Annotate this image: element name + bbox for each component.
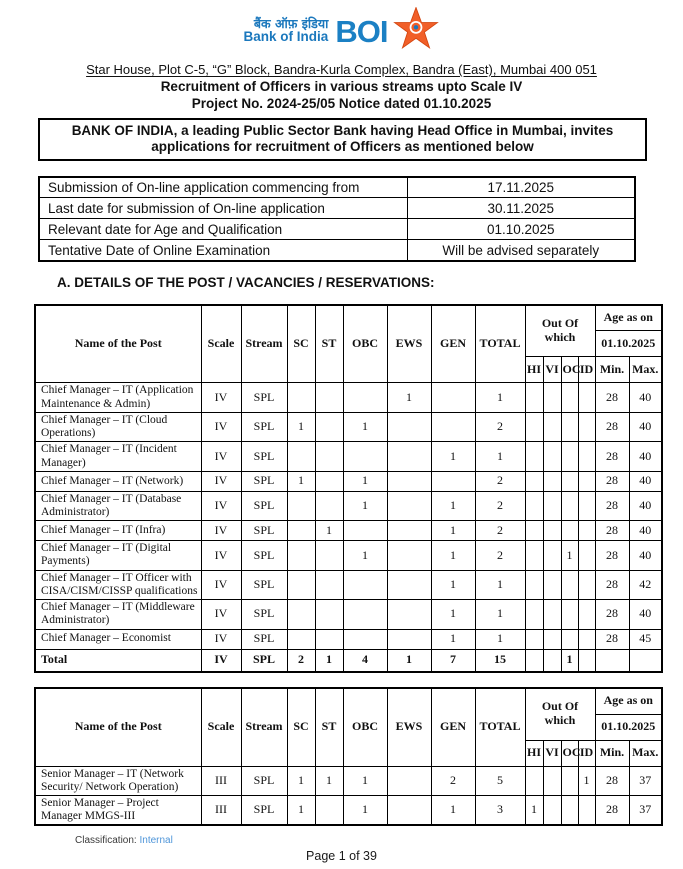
value-cell: 1 bbox=[343, 541, 387, 570]
col-header-max-age: Max. bbox=[629, 357, 662, 383]
value-cell bbox=[315, 491, 343, 520]
value-cell: 2 bbox=[475, 521, 525, 541]
col-header-id: ID bbox=[578, 357, 595, 383]
date-label: Relevant date for Age and Qualification bbox=[39, 219, 407, 240]
value-cell bbox=[387, 766, 431, 795]
value-cell bbox=[543, 600, 561, 629]
value-cell: III bbox=[201, 766, 241, 795]
col-header-age-as-on: Age as on bbox=[595, 305, 662, 331]
value-cell bbox=[525, 521, 543, 541]
page-number: Page 1 of 39 bbox=[306, 849, 377, 863]
value-cell: III bbox=[201, 795, 241, 825]
recruitment-title: Recruitment of Officers in various streams upto Scale IV bbox=[160, 79, 523, 94]
value-cell: 1 bbox=[431, 600, 475, 629]
value-cell bbox=[543, 383, 561, 412]
value-cell bbox=[287, 570, 315, 599]
value-cell: 28 bbox=[595, 541, 629, 570]
value-cell bbox=[561, 521, 578, 541]
value-cell bbox=[543, 795, 561, 825]
table-row bbox=[35, 649, 662, 672]
value-cell: SPL bbox=[241, 442, 287, 471]
table-row bbox=[35, 383, 662, 412]
value-cell: 40 bbox=[629, 442, 662, 471]
col-header-age-as-on: Age as on bbox=[595, 688, 662, 714]
value-cell bbox=[561, 471, 578, 491]
value-cell bbox=[578, 412, 595, 441]
value-cell: IV bbox=[201, 442, 241, 471]
value-cell: 40 bbox=[629, 471, 662, 491]
value-cell: 4 bbox=[343, 649, 387, 672]
value-cell: 1 bbox=[431, 629, 475, 649]
value-cell bbox=[595, 649, 629, 672]
vacancy-table-header bbox=[35, 688, 662, 766]
value-cell: SPL bbox=[241, 471, 287, 491]
value-cell: 1 bbox=[431, 795, 475, 825]
value-cell bbox=[287, 600, 315, 629]
value-cell: IV bbox=[201, 600, 241, 629]
value-cell bbox=[525, 570, 543, 599]
value-cell: 1 bbox=[343, 766, 387, 795]
logo-acronym: BOI bbox=[335, 13, 388, 49]
date-value: 17.11.2025 bbox=[407, 177, 635, 198]
post-name-cell: Senior Manager – Project Manager MMGS-III bbox=[35, 795, 201, 825]
table-row bbox=[35, 629, 662, 649]
value-cell: 1 bbox=[343, 412, 387, 441]
col-header-age-date: 01.10.2025 bbox=[595, 331, 662, 357]
col-header-sc: SC bbox=[287, 688, 315, 766]
date-label: Last date for submission of On-line application bbox=[39, 198, 407, 219]
col-header-stream: Stream bbox=[241, 305, 287, 383]
value-cell: 1 bbox=[431, 570, 475, 599]
value-cell bbox=[387, 491, 431, 520]
col-header-obc: OBC bbox=[343, 305, 387, 383]
value-cell: IV bbox=[201, 471, 241, 491]
value-cell bbox=[578, 795, 595, 825]
value-cell: 15 bbox=[475, 649, 525, 672]
value-cell: SPL bbox=[241, 541, 287, 570]
value-cell bbox=[543, 570, 561, 599]
col-header-st: ST bbox=[315, 688, 343, 766]
value-cell bbox=[287, 629, 315, 649]
section-a-heading: A. DETAILS OF THE POST / VACANCIES / RESERVATIONS: bbox=[57, 274, 435, 290]
value-cell: 1 bbox=[387, 649, 431, 672]
value-cell: 7 bbox=[431, 649, 475, 672]
value-cell: 40 bbox=[629, 412, 662, 441]
table-row bbox=[35, 795, 662, 825]
value-cell: 1 bbox=[315, 649, 343, 672]
value-cell: 1 bbox=[475, 383, 525, 412]
value-cell: 2 bbox=[475, 412, 525, 441]
value-cell bbox=[543, 541, 561, 570]
value-cell: 2 bbox=[475, 541, 525, 570]
post-name-cell: Chief Manager – IT (Infra) bbox=[35, 521, 201, 541]
value-cell bbox=[287, 491, 315, 520]
value-cell: 2 bbox=[287, 649, 315, 672]
value-cell bbox=[343, 629, 387, 649]
value-cell bbox=[561, 442, 578, 471]
value-cell bbox=[343, 383, 387, 412]
post-name-cell: Chief Manager – IT (Digital Payments) bbox=[35, 541, 201, 570]
value-cell: 1 bbox=[387, 383, 431, 412]
value-cell bbox=[387, 795, 431, 825]
value-cell: 28 bbox=[595, 795, 629, 825]
post-name-cell: Chief Manager – IT (Application Maintenance & Admin) bbox=[35, 383, 201, 412]
value-cell bbox=[387, 541, 431, 570]
value-cell: IV bbox=[201, 629, 241, 649]
value-cell bbox=[525, 629, 543, 649]
date-value: 30.11.2025 bbox=[407, 198, 635, 219]
col-header-min-age: Min. bbox=[595, 357, 629, 383]
value-cell bbox=[315, 383, 343, 412]
table-row bbox=[35, 766, 662, 795]
value-cell bbox=[543, 442, 561, 471]
value-cell: IV bbox=[201, 383, 241, 412]
value-cell bbox=[387, 521, 431, 541]
col-header-out-of-which: Out Of which bbox=[525, 688, 595, 740]
value-cell bbox=[315, 570, 343, 599]
value-cell bbox=[315, 629, 343, 649]
value-cell: IV bbox=[201, 491, 241, 520]
col-header-id: ID bbox=[578, 740, 595, 766]
post-name-cell: Chief Manager – IT (Database Administrator) bbox=[35, 491, 201, 520]
value-cell: 1 bbox=[343, 795, 387, 825]
value-cell: 1 bbox=[475, 629, 525, 649]
value-cell bbox=[431, 471, 475, 491]
value-cell bbox=[287, 383, 315, 412]
value-cell: SPL bbox=[241, 649, 287, 672]
col-header-total: TOTAL bbox=[475, 688, 525, 766]
value-cell bbox=[561, 570, 578, 599]
value-cell: 1 bbox=[431, 442, 475, 471]
value-cell bbox=[387, 412, 431, 441]
col-header-total: TOTAL bbox=[475, 305, 525, 383]
logo-hindi-text: बैंक ऑफ़ इंडिया bbox=[253, 15, 329, 31]
bank-logo-text bbox=[244, 17, 329, 46]
value-cell: SPL bbox=[241, 521, 287, 541]
value-cell bbox=[543, 412, 561, 441]
table-row bbox=[35, 491, 662, 520]
date-label: Tentative Date of Online Examination bbox=[39, 240, 407, 261]
col-header-gen: GEN bbox=[431, 688, 475, 766]
value-cell: 37 bbox=[629, 766, 662, 795]
value-cell bbox=[287, 442, 315, 471]
value-cell bbox=[315, 471, 343, 491]
value-cell bbox=[578, 629, 595, 649]
value-cell: IV bbox=[201, 570, 241, 599]
value-cell: 1 bbox=[578, 766, 595, 795]
value-cell: SPL bbox=[241, 570, 287, 599]
table-row bbox=[39, 177, 635, 198]
value-cell: 28 bbox=[595, 600, 629, 629]
date-value: 01.10.2025 bbox=[407, 219, 635, 240]
value-cell: 1 bbox=[475, 442, 525, 471]
orange-star-icon bbox=[393, 7, 439, 56]
classification-label: Classification: bbox=[75, 835, 137, 846]
col-header-scale: Scale bbox=[201, 305, 241, 383]
value-cell: 28 bbox=[595, 629, 629, 649]
value-cell bbox=[387, 629, 431, 649]
value-cell bbox=[561, 412, 578, 441]
table-row bbox=[35, 471, 662, 491]
classification-value: Internal bbox=[139, 835, 173, 846]
value-cell: SPL bbox=[241, 766, 287, 795]
value-cell: 1 bbox=[525, 795, 543, 825]
value-cell bbox=[561, 383, 578, 412]
table-row bbox=[35, 412, 662, 441]
value-cell: 1 bbox=[287, 471, 315, 491]
value-cell: 1 bbox=[343, 471, 387, 491]
classification-line bbox=[75, 835, 683, 846]
value-cell: IV bbox=[201, 521, 241, 541]
value-cell: 1 bbox=[431, 491, 475, 520]
value-cell: 40 bbox=[629, 383, 662, 412]
post-name-cell: Senior Manager – IT (Network Security/ Network Operation) bbox=[35, 766, 201, 795]
value-cell: 28 bbox=[595, 491, 629, 520]
value-cell: 28 bbox=[595, 766, 629, 795]
value-cell bbox=[578, 570, 595, 599]
table-row bbox=[35, 600, 662, 629]
col-header-vi: VI bbox=[543, 740, 561, 766]
value-cell bbox=[543, 629, 561, 649]
value-cell: 2 bbox=[431, 766, 475, 795]
value-cell: 1 bbox=[431, 541, 475, 570]
post-name-cell: Chief Manager – IT (Incident Manager) bbox=[35, 442, 201, 471]
col-header-sc: SC bbox=[287, 305, 315, 383]
value-cell bbox=[561, 600, 578, 629]
value-cell: 1 bbox=[315, 766, 343, 795]
value-cell bbox=[387, 442, 431, 471]
post-name-cell: Chief Manager – IT (Middleware Administrator) bbox=[35, 600, 201, 629]
post-name-cell: Chief Manager – IT (Cloud Operations) bbox=[35, 412, 201, 441]
vacancy-table-header bbox=[35, 305, 662, 383]
value-cell bbox=[525, 541, 543, 570]
value-cell bbox=[525, 649, 543, 672]
value-cell: 1 bbox=[561, 649, 578, 672]
bank-logo bbox=[0, 8, 683, 54]
table-row bbox=[39, 198, 635, 219]
value-cell bbox=[343, 570, 387, 599]
value-cell bbox=[431, 383, 475, 412]
value-cell: SPL bbox=[241, 629, 287, 649]
value-cell: 1 bbox=[431, 521, 475, 541]
value-cell bbox=[525, 491, 543, 520]
col-header-post-name: Name of the Post bbox=[35, 688, 201, 766]
value-cell bbox=[343, 521, 387, 541]
value-cell: 1 bbox=[561, 541, 578, 570]
col-header-oc: OC bbox=[561, 357, 578, 383]
value-cell bbox=[543, 491, 561, 520]
table-row bbox=[35, 570, 662, 599]
value-cell bbox=[525, 471, 543, 491]
date-value: Will be advised separately bbox=[407, 240, 635, 261]
value-cell bbox=[543, 521, 561, 541]
value-cell bbox=[525, 383, 543, 412]
table-row bbox=[35, 442, 662, 471]
value-cell bbox=[431, 412, 475, 441]
value-cell: 2 bbox=[475, 471, 525, 491]
value-cell: 28 bbox=[595, 521, 629, 541]
value-cell: 1 bbox=[287, 766, 315, 795]
important-dates-table bbox=[38, 176, 636, 262]
value-cell: IV bbox=[201, 541, 241, 570]
value-cell bbox=[387, 471, 431, 491]
col-header-stream: Stream bbox=[241, 688, 287, 766]
value-cell: SPL bbox=[241, 795, 287, 825]
value-cell: 28 bbox=[595, 412, 629, 441]
value-cell bbox=[543, 471, 561, 491]
value-cell bbox=[578, 541, 595, 570]
value-cell: IV bbox=[201, 412, 241, 441]
value-cell: 40 bbox=[629, 541, 662, 570]
table-row bbox=[39, 219, 635, 240]
value-cell: 28 bbox=[595, 570, 629, 599]
col-header-st: ST bbox=[315, 305, 343, 383]
vacancy-table-scale-iii bbox=[34, 687, 663, 826]
value-cell bbox=[525, 412, 543, 441]
value-cell: SPL bbox=[241, 383, 287, 412]
value-cell: 40 bbox=[629, 491, 662, 520]
value-cell bbox=[561, 766, 578, 795]
value-cell: SPL bbox=[241, 491, 287, 520]
value-cell bbox=[287, 521, 315, 541]
col-header-ews: EWS bbox=[387, 305, 431, 383]
logo-english-text: Bank of India bbox=[243, 29, 329, 45]
value-cell: 1 bbox=[315, 521, 343, 541]
value-cell: 42 bbox=[629, 570, 662, 599]
value-cell bbox=[525, 766, 543, 795]
col-header-ews: EWS bbox=[387, 688, 431, 766]
value-cell: SPL bbox=[241, 600, 287, 629]
bank-address: Star House, Plot C-5, “G” Block, Bandra-Kurla Complex, Bandra (East), Mumbai 400 051 bbox=[86, 62, 597, 77]
col-header-min-age: Min. bbox=[595, 740, 629, 766]
value-cell: 1 bbox=[475, 600, 525, 629]
value-cell: 40 bbox=[629, 600, 662, 629]
page-footer bbox=[0, 835, 683, 863]
post-name-cell: Total bbox=[35, 649, 201, 672]
col-header-max-age: Max. bbox=[629, 740, 662, 766]
vacancy-table-scale-iv bbox=[34, 304, 663, 673]
value-cell bbox=[578, 649, 595, 672]
table-row bbox=[35, 521, 662, 541]
value-cell bbox=[629, 649, 662, 672]
value-cell: 1 bbox=[287, 412, 315, 441]
value-cell bbox=[578, 521, 595, 541]
value-cell bbox=[578, 383, 595, 412]
value-cell: 37 bbox=[629, 795, 662, 825]
table-row bbox=[39, 240, 635, 261]
value-cell bbox=[315, 795, 343, 825]
value-cell bbox=[578, 442, 595, 471]
value-cell bbox=[578, 491, 595, 520]
value-cell: 45 bbox=[629, 629, 662, 649]
value-cell: 1 bbox=[343, 491, 387, 520]
value-cell: 28 bbox=[595, 442, 629, 471]
project-notice-line: Project No. 2024-25/05 Notice dated 01.10.2025 bbox=[191, 96, 492, 111]
col-header-post-name: Name of the Post bbox=[35, 305, 201, 383]
value-cell bbox=[525, 442, 543, 471]
notice-box: BANK OF INDIA, a leading Public Sector Bank having Head Office in Mumbai, invites applications for recruitment of Officers as mentioned below bbox=[38, 118, 647, 161]
value-cell: 28 bbox=[595, 383, 629, 412]
col-header-hi: HI bbox=[525, 740, 543, 766]
value-cell bbox=[315, 442, 343, 471]
value-cell: 3 bbox=[475, 795, 525, 825]
value-cell: 28 bbox=[595, 471, 629, 491]
value-cell bbox=[287, 541, 315, 570]
value-cell bbox=[387, 570, 431, 599]
post-name-cell: Chief Manager – Economist bbox=[35, 629, 201, 649]
value-cell bbox=[561, 491, 578, 520]
value-cell bbox=[543, 649, 561, 672]
value-cell bbox=[343, 442, 387, 471]
value-cell: 40 bbox=[629, 521, 662, 541]
value-cell: 2 bbox=[475, 491, 525, 520]
value-cell bbox=[315, 412, 343, 441]
col-header-age-date: 01.10.2025 bbox=[595, 714, 662, 740]
col-header-vi: VI bbox=[543, 357, 561, 383]
value-cell bbox=[543, 766, 561, 795]
value-cell bbox=[578, 471, 595, 491]
value-cell: 1 bbox=[287, 795, 315, 825]
value-cell bbox=[315, 600, 343, 629]
date-label: Submission of On-line application commencing from bbox=[39, 177, 407, 198]
value-cell: 5 bbox=[475, 766, 525, 795]
col-header-oc: OC bbox=[561, 740, 578, 766]
value-cell bbox=[343, 600, 387, 629]
value-cell: SPL bbox=[241, 412, 287, 441]
col-header-scale: Scale bbox=[201, 688, 241, 766]
col-header-hi: HI bbox=[525, 357, 543, 383]
value-cell: IV bbox=[201, 649, 241, 672]
value-cell bbox=[561, 629, 578, 649]
value-cell bbox=[578, 600, 595, 629]
col-header-gen: GEN bbox=[431, 305, 475, 383]
value-cell bbox=[561, 795, 578, 825]
value-cell bbox=[387, 600, 431, 629]
value-cell bbox=[315, 541, 343, 570]
col-header-obc: OBC bbox=[343, 688, 387, 766]
post-name-cell: Chief Manager – IT Officer with CISA/CISM/CISSP qualifications bbox=[35, 570, 201, 599]
table-row bbox=[35, 541, 662, 570]
value-cell bbox=[525, 600, 543, 629]
value-cell: 1 bbox=[475, 570, 525, 599]
col-header-out-of-which: Out Of which bbox=[525, 305, 595, 357]
post-name-cell: Chief Manager – IT (Network) bbox=[35, 471, 201, 491]
